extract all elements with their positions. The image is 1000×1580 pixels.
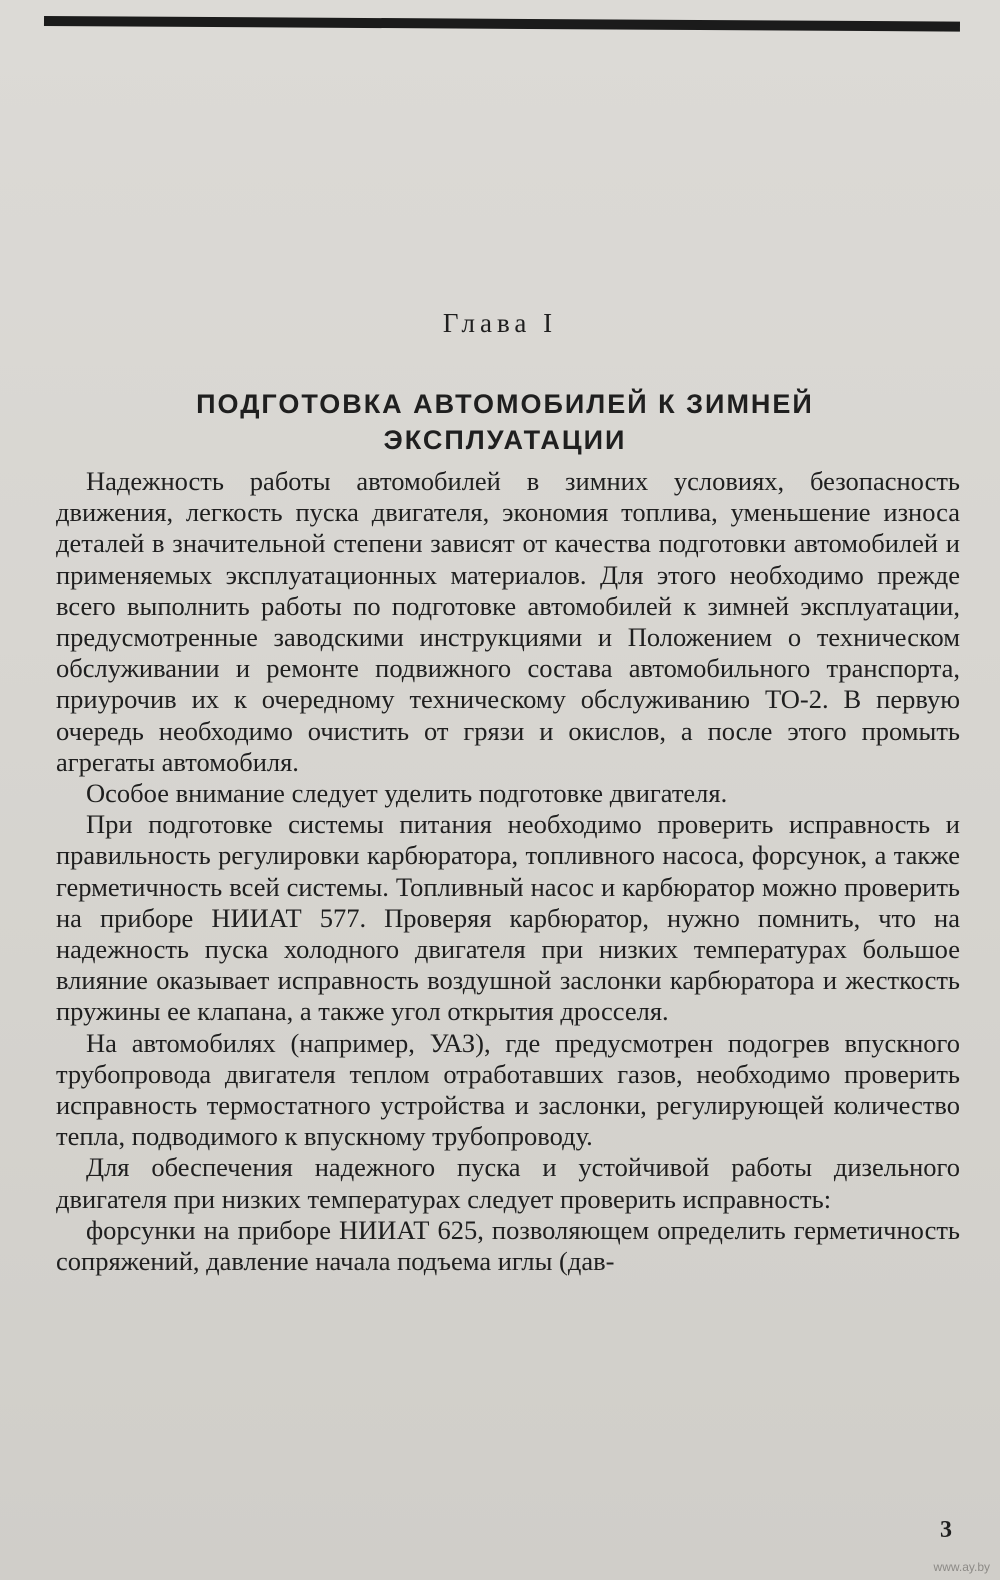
chapter-title-line-1: ПОДГОТОВКА АВТОМОБИЛЕЙ К ЗИМНЕЙ bbox=[196, 389, 814, 419]
paragraph: При подготовке системы питания необходимо проверить исправность и правильность регулировки карбюратора, топливного насоса, форсунок, а также герметичность всей системы. Топливный насос и карбюратор можно проверить на приборе НИИАТ 577. Проверяя карбюратор, нужно помнить, что на надежность пуска холодного двигателя при низких температурах большое влияние оказывает исправность воздушной заслонки карбюратора и жесткость пружины ее клапана, а также угол открытия дросселя. bbox=[56, 809, 960, 1027]
watermark: www.ay.by bbox=[933, 1560, 990, 1574]
paragraph: Для обеспечения надежного пуска и устойчивой работы дизельного двигателя при низких температурах следует проверить исправность: bbox=[56, 1152, 960, 1214]
page-number: 3 bbox=[940, 1517, 952, 1543]
paragraph: Особое внимание следует уделить подготовке двигателя. bbox=[86, 778, 728, 809]
chapter-title bbox=[140, 386, 870, 458]
paragraph: форсунки на приборе НИИАТ 625, позволяющем определить герметичность сопряжений, давление начала подъема иглы (дав- bbox=[56, 1214, 960, 1277]
paragraph: Надежность работы автомобилей в зимних условиях, безопасность движения, легкость пуска двигателя, экономия топлива, уменьшение износа деталей в значительной степени зависят от качества подготовки автомобилей и применяемых эксплуатационных материалов. Для этого необходимо прежде всего выполнить работы по подготовке автомобилей к зимней эксплуатации, предусмотренные заводскими инструкциями и Положением о техническом обслуживании и ремонте подвижного состава автомобильного транспорта, приурочив их к очередному техническому обслуживанию ТО-2. В первую очередь необходимо очистить от грязи и окислов, а после этого промыть агрегаты автомобиля. bbox=[56, 466, 960, 777]
paragraph: На автомобилях (например, УАЗ), где предусмотрен подогрев впускного трубопровода двигателя теплом отработавших газов, необходимо проверить исправность термостатного устройства и заслонки, регулирующей количество тепла, подводимого к впускному трубопроводу. bbox=[56, 1027, 960, 1152]
top-rule bbox=[44, 16, 960, 32]
chapter-label: Глава I bbox=[442, 308, 558, 338]
chapter-title-line-2: ЭКСПЛУАТАЦИИ bbox=[383, 425, 627, 455]
body-text bbox=[56, 466, 960, 1277]
